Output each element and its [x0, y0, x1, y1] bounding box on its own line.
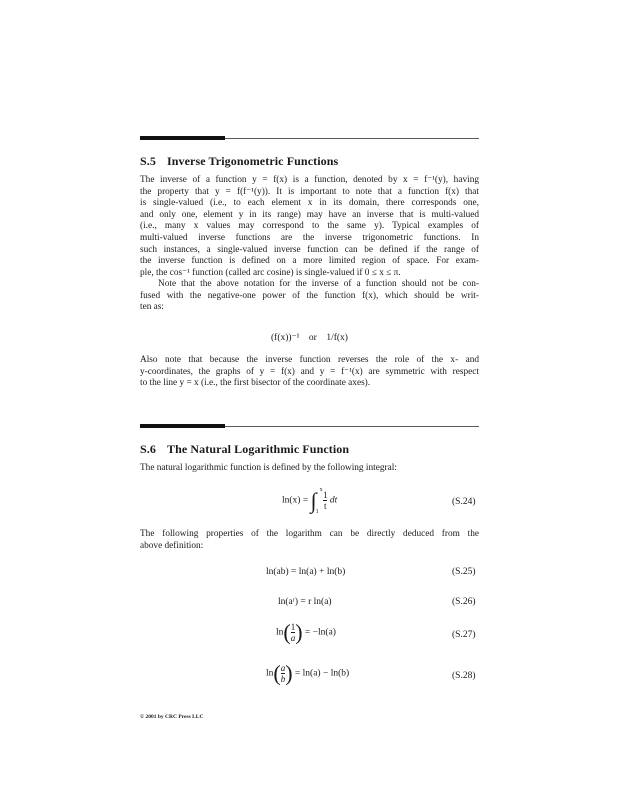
text-line: the inverse function is defined on a more limited region of space. For exam-: [140, 256, 479, 267]
integral-sign: ∫ x 1: [310, 486, 323, 515]
denominator: t: [323, 501, 327, 511]
text-line: is single-valued (i.e., to each element x in its domain, there corresponds one,: [140, 198, 479, 209]
text-line: above definition:: [140, 540, 204, 551]
differential: dt: [329, 495, 338, 506]
denominator: a: [290, 633, 296, 643]
numerator: 1: [290, 622, 296, 632]
equation-label: (S.27): [452, 630, 476, 640]
equation-s27: [276, 619, 336, 645]
text-line: the property that y = f(f⁻¹(y)). It is important to note that a function f(x) that: [140, 186, 479, 197]
denominator: b: [280, 674, 286, 684]
section-divider: [140, 138, 479, 139]
text-line: ten as:: [140, 302, 165, 313]
equation-label: (S.24): [452, 497, 476, 507]
section-number: S.5: [140, 154, 156, 168]
equation-label: (S.25): [452, 567, 476, 577]
paragraph-log-intro: [140, 463, 479, 475]
equation-label: (S.28): [452, 671, 476, 681]
equation-s26: ln(aʳ) = r ln(a): [278, 597, 332, 607]
equation-s28: [266, 660, 350, 686]
ln-function: ln: [276, 627, 284, 638]
text-line: (i.e., many x values may correspond to the same y). Typical examples of: [140, 221, 479, 232]
equation-rhs: = −ln(a): [304, 627, 336, 638]
text-line: fused with the negative-one power of the function f(x), which should be writ-: [140, 290, 479, 301]
text-line: Note that the above notation for the inverse of a function should not be con-: [158, 279, 479, 289]
text-line: ple, the cos⁻¹ function (called arc cosine) is single-valued if 0 ≤ x ≤ π.: [140, 267, 401, 278]
right-paren: ): [285, 660, 293, 686]
paragraph-symmetry-note: [140, 355, 479, 390]
paragraph-properties-intro: [140, 529, 479, 552]
text-line: y-coordinates, the graphs of y = f(x) and y = f⁻¹(x) are symmetric with respect: [140, 366, 479, 377]
display-equation-reciprocal: (f(x))⁻¹ or 1/f(x): [271, 333, 348, 343]
text-line: multi-valued inverse functions are the inverse trigonometric functions. In: [140, 232, 479, 243]
equation-s25: ln(ab) = ln(a) + ln(b): [266, 567, 346, 577]
paragraph-inverse-definition: [140, 175, 479, 279]
text-line: to the line y = x (i.e., the first bisector of the coordinate axes).: [140, 378, 371, 389]
section-divider: [140, 426, 479, 427]
equation-label: (S.26): [452, 597, 476, 607]
left-paren: (: [273, 660, 281, 686]
equation-s24: [282, 486, 338, 515]
text-line: and only one, element y in its range) may have an inverse that is multi-valued: [140, 209, 479, 220]
section-title: Inverse Trigonometric Functions: [166, 154, 339, 168]
text-line: The natural logarithmic function is defined by the following integral:: [140, 463, 397, 473]
text-line: The following properties of the logarithm can be directly deduced from the: [140, 529, 479, 539]
section-title: The Natural Logarithmic Function: [166, 442, 350, 456]
numerator: a: [280, 663, 286, 673]
text-line: such instances, a single-valued inverse function can be defined if the range of: [140, 244, 479, 255]
text-line: Also note that because the inverse function reverses the role of the x- and: [140, 355, 479, 365]
text-line: The inverse of a function y = f(x) is a function, denoted by x = f⁻¹(y), having: [140, 175, 479, 185]
fraction: [323, 490, 328, 511]
equation-rhs: = ln(a) − ln(b): [294, 668, 350, 679]
numerator: 1: [322, 490, 328, 500]
ln-function: ln: [266, 668, 274, 679]
section-number: S.6: [140, 442, 156, 456]
copyright-footer: © 2001 by CRC Press LLC: [140, 714, 204, 720]
integral-lower-limit: 1: [315, 508, 319, 515]
right-paren: ): [295, 619, 303, 645]
integral-upper-limit: x: [319, 486, 323, 493]
section-heading-s5: [140, 154, 338, 169]
left-paren: (: [283, 619, 291, 645]
paragraph-notation-note: [140, 279, 479, 314]
section-heading-s6: [140, 442, 349, 457]
equation-lhs: ln(x) =: [282, 495, 309, 506]
